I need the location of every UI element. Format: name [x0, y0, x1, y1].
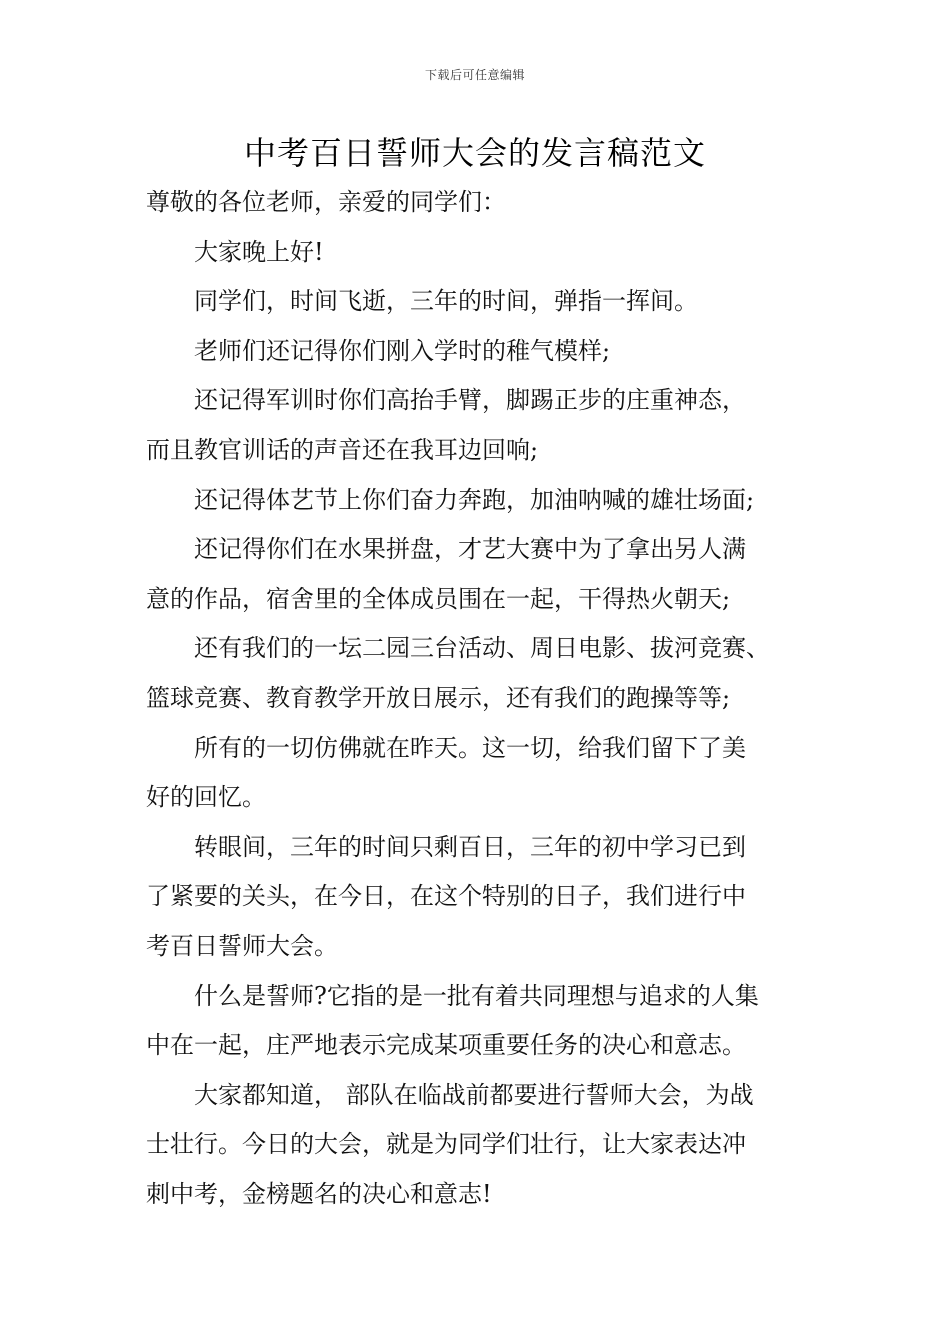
paragraph-greeting — [146, 178, 826, 228]
paragraph-line: 而且教官训话的声音还在我耳边回响; — [146, 435, 539, 464]
paragraph-line: 考百日誓师大会。 — [146, 931, 338, 960]
paragraph-line: 还有我们的一坛二园三台活动、周日电影、拔河竞赛、 — [194, 634, 770, 663]
paragraph — [146, 327, 826, 377]
paragraph — [146, 277, 826, 327]
document-title: 中考百日誓师大会的发言稿范文 — [243, 134, 706, 172]
paragraph — [146, 376, 826, 475]
paragraph — [146, 724, 826, 823]
paragraph-line: 刺中考，金榜题名的决心和意志! — [146, 1179, 492, 1208]
paragraph — [146, 1071, 826, 1220]
paragraph-line: 转眼间，三年的时间只剩百日，三年的初中学习已到 — [194, 832, 746, 861]
paragraph-line: 还记得你们在水果拼盘，才艺大赛中为了拿出另人满 — [194, 535, 746, 564]
paragraph-line: 士壮行。今日的大会，就是为同学们壮行，让大家表达冲 — [146, 1130, 746, 1159]
document-body — [146, 178, 826, 1219]
paragraph-line: 大家都知道， 部队在临战前都要进行誓师大会，为战 — [194, 1080, 754, 1109]
paragraph-line: 还记得军训时你们高抬手臂，脚踢正步的庄重神态， — [194, 386, 746, 415]
paragraph-line: 还记得体艺节上你们奋力奔跑，加油呐喊的雄壮场面; — [194, 485, 755, 514]
paragraph-line: 中在一起，庄严地表示完成某项重要任务的决心和意志。 — [146, 1031, 746, 1060]
paragraph-line: 篮球竞赛、教育教学开放日展示，还有我们的跑操等等; — [146, 683, 731, 712]
paragraph-line: 尊敬的各位老师，亲爱的同学们： — [146, 188, 506, 216]
paragraph — [146, 823, 826, 972]
paragraph-line: 同学们，时间飞逝，三年的时间，弹指一挥间。 — [194, 287, 698, 316]
paragraph-line: 老师们还记得你们刚入学时的稚气模样; — [194, 336, 611, 365]
paragraph-line: 了紧要的关头，在今日，在这个特别的日子，我们进行中 — [146, 882, 746, 911]
paragraph-line: 什么是誓师?它指的是一批有着共同理想与追求的人集 — [194, 981, 759, 1010]
paragraph — [146, 525, 826, 624]
paragraph-line: 好的回忆。 — [146, 783, 266, 812]
paragraph — [146, 476, 826, 526]
paragraph-line: 大家晚上好! — [194, 237, 324, 266]
paragraph-line: 意的作品，宿舍里的全体成员围在一起，干得热火朝天; — [146, 584, 731, 613]
paragraph — [146, 228, 826, 278]
paragraph — [146, 972, 826, 1071]
paragraph-line: 所有的一切仿佛就在昨天。这一切，给我们留下了美 — [194, 733, 746, 762]
header-note: 下载后可任意编辑 — [424, 68, 525, 82]
paragraph — [146, 624, 826, 723]
